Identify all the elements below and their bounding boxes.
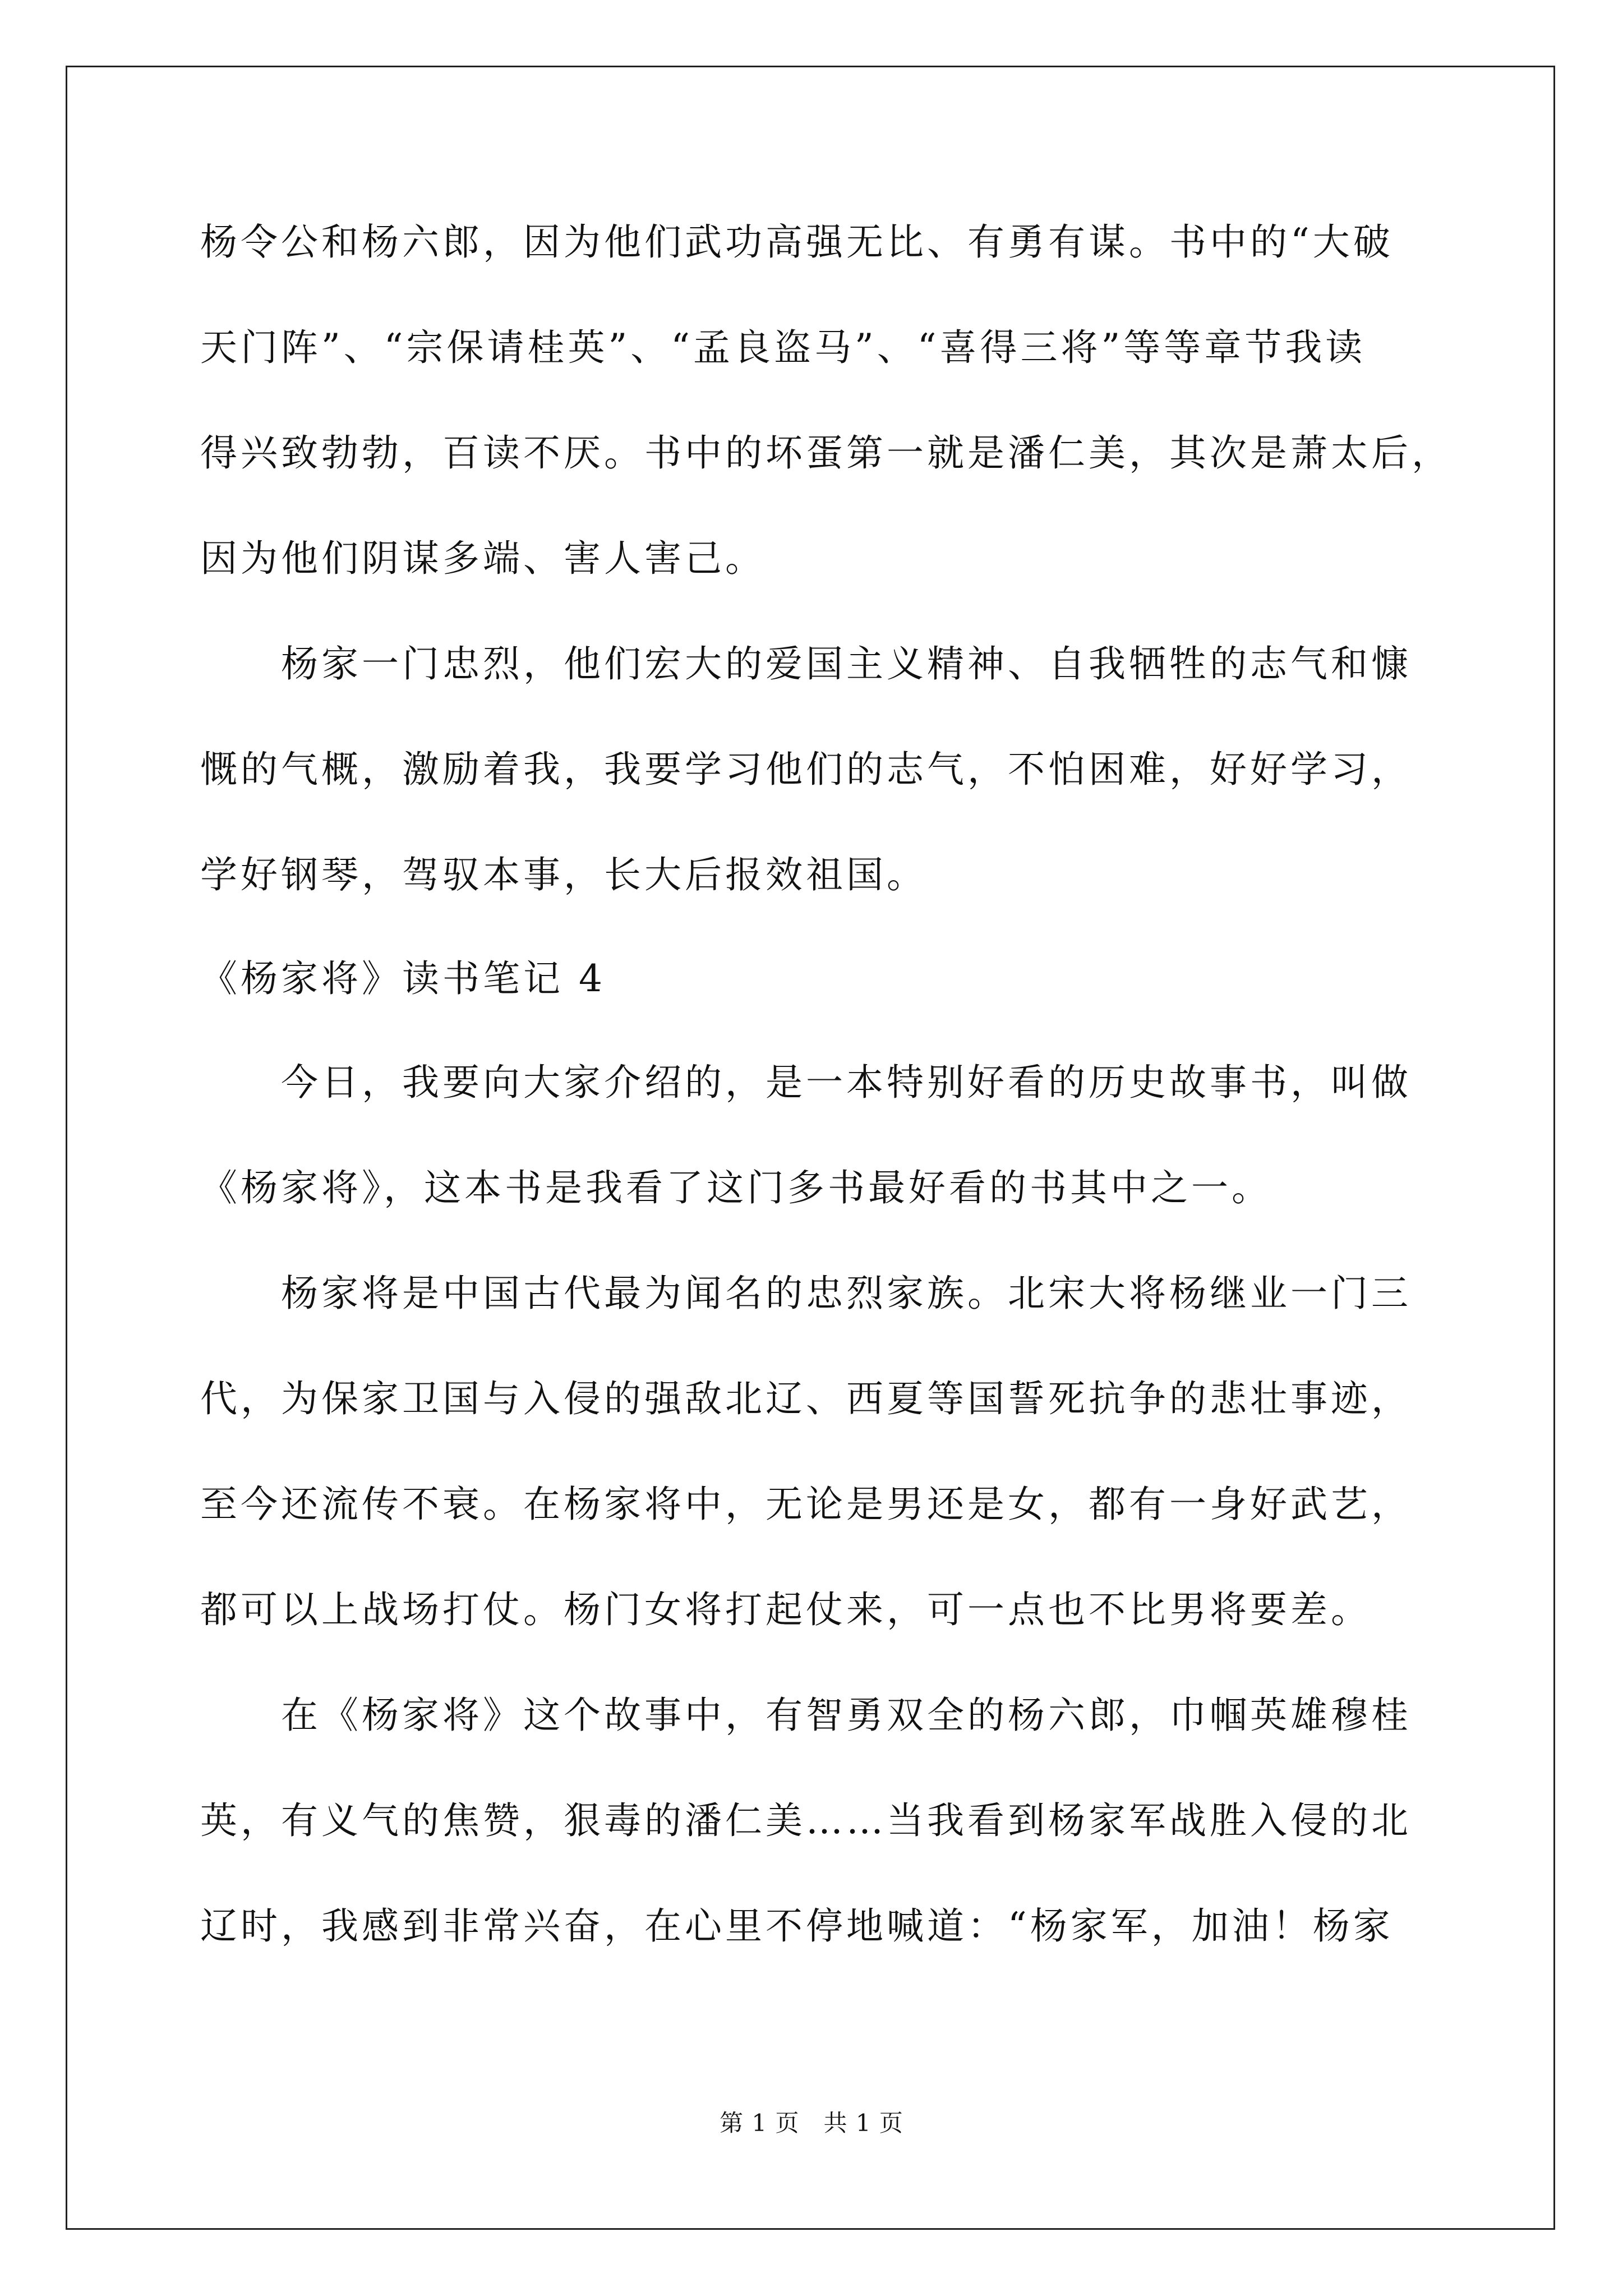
text-line-2: 天门阵”、“宗保请桂英”、“孟良盗马”、“喜得三将”等等章节我读 bbox=[200, 326, 1366, 369]
text-line-3: 得兴致勃勃，百读不厌。书中的坏蛋第一就是潘仁美，其次是萧太后， bbox=[200, 431, 1452, 475]
text-line-12: 代，为保家卫国与入侵的强敌北辽、西夏等国誓死抗争的悲壮事迹， bbox=[200, 1377, 1412, 1420]
text-line-1: 杨令公和杨六郎，因为他们武功高强无比、有勇有谋。书中的“大破 bbox=[200, 220, 1394, 264]
section-heading: 《杨家将》读书笔记 4 bbox=[200, 957, 606, 1000]
text-line-15: 在《杨家将》这个故事中，有智勇双全的杨六郎，巾帼英雄穆桂 bbox=[200, 1694, 1412, 1737]
text-line-4: 因为他们阴谋多端、害人害己。 bbox=[200, 537, 766, 580]
text-line-6: 慨的气概，激励着我，我要学习他们的志气，不怕困难，好好学习， bbox=[200, 748, 1412, 791]
text-line-5: 杨家一门忠烈，他们宏大的爱国主义精神、自我牺牲的志气和慷 bbox=[200, 642, 1412, 685]
text-line-10: 《杨家将》，这本书是我看了这门多书最好看的书其中之一。 bbox=[200, 1166, 1272, 1209]
text-line-11: 杨家将是中国古代最为闻名的忠烈家族。北宋大将杨继业一门三 bbox=[200, 1272, 1412, 1315]
text-line-13: 至今还流传不衰。在杨家将中，无论是男还是女，都有一身好武艺， bbox=[200, 1483, 1412, 1526]
text-line-9: 今日，我要向大家介绍的，是一本特别好看的历史故事书，叫做 bbox=[200, 1061, 1412, 1104]
text-line-17: 辽时，我感到非常兴奋，在心里不停地喊道：“杨家军，加油！杨家 bbox=[200, 1904, 1394, 1948]
text-line-7: 学好钢琴，驾驭本事，长大后报效祖国。 bbox=[200, 853, 927, 896]
text-line-14: 都可以上战场打仗。杨门女将打起仗来，可一点也不比男将要差。 bbox=[200, 1588, 1371, 1631]
text-line-16: 英，有义气的焦赞，狠毒的潘仁美……当我看到杨家军战胜入侵的北 bbox=[200, 1799, 1412, 1842]
page-footer: 第 1 页 共 1 页 bbox=[720, 2109, 903, 2137]
